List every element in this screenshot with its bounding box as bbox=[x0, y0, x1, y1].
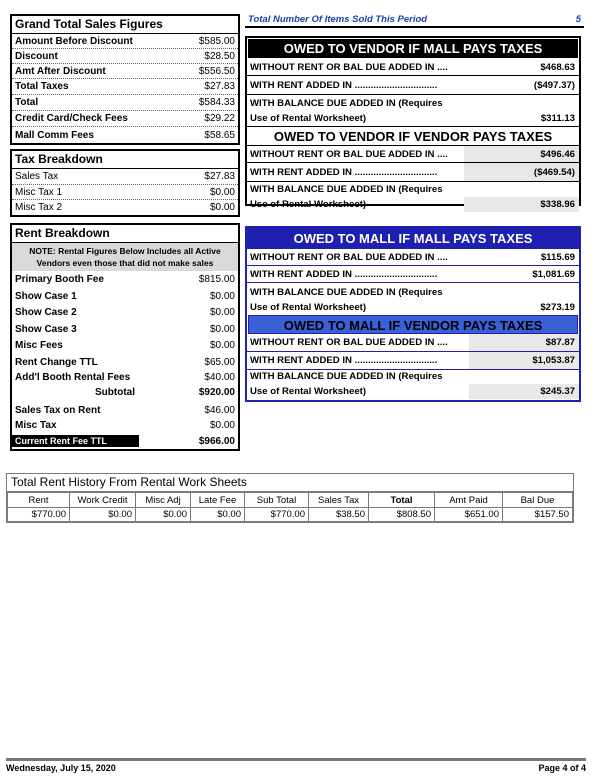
row-value: $1,053.87 bbox=[469, 352, 579, 369]
vendor-mall-rent-row bbox=[247, 76, 579, 95]
rent-label: Show Case 1 bbox=[15, 290, 77, 302]
rent-row-subtotal bbox=[12, 385, 238, 400]
grand-total-rows bbox=[12, 34, 238, 143]
cell-value: $157.50 bbox=[503, 508, 573, 522]
tax-value: $0.00 bbox=[209, 186, 235, 198]
row-value: $496.46 bbox=[464, 146, 579, 162]
col-header: Bal Due bbox=[503, 493, 573, 508]
gt-value: $27.83 bbox=[204, 81, 235, 92]
gt-label: Discount bbox=[15, 50, 58, 62]
cell-value: $0.00 bbox=[191, 508, 245, 522]
rent-label: Sales Tax on Rent bbox=[15, 404, 101, 416]
col-header: Sales Tax bbox=[309, 493, 369, 508]
gt-value: $585.00 bbox=[198, 35, 235, 47]
col-header: Total bbox=[369, 493, 435, 508]
rent-label: Misc Tax bbox=[15, 420, 57, 431]
rent-value: $815.00 bbox=[198, 274, 235, 285]
footer bbox=[6, 758, 586, 772]
gt-label: Amount Before Discount bbox=[15, 35, 133, 47]
vendor-vendor-without-row bbox=[247, 146, 579, 163]
rent-label: Rent Change TTL bbox=[15, 356, 98, 368]
rent-breakdown-box bbox=[10, 223, 240, 451]
gt-label: Amt After Discount bbox=[15, 65, 106, 77]
vendor-vendor-rent-row bbox=[247, 163, 579, 182]
row-label bbox=[247, 96, 443, 126]
col-header: Sub Total bbox=[245, 493, 309, 508]
rent-note: NOTE: Rental Figures Below Includes all Active Vendors even those that did not make sales bbox=[12, 243, 238, 271]
row-value: $311.13 bbox=[540, 113, 575, 124]
row-value: ($497.37) bbox=[533, 80, 575, 91]
gt-row-mall-comm bbox=[12, 127, 238, 143]
col-header: Rent bbox=[8, 493, 70, 508]
rent-row-current bbox=[12, 433, 238, 449]
balance-line-1: WITH BALANCE DUE ADDED IN (Requires bbox=[250, 287, 443, 298]
grand-total-title: Grand Total Sales Figures bbox=[12, 16, 238, 34]
gt-row-discount bbox=[12, 49, 238, 64]
gt-value: $29.22 bbox=[204, 113, 235, 124]
rent-value: $46.00 bbox=[204, 404, 235, 416]
gt-row-amount-before bbox=[12, 34, 238, 49]
rent-rows bbox=[12, 271, 238, 449]
col-header: Misc Adj bbox=[136, 493, 191, 508]
items-sold-value: 5 bbox=[575, 14, 581, 25]
balance-line-2: Use of Rental Worksheet) bbox=[250, 302, 367, 313]
row-label: WITHOUT RENT OR BAL DUE ADDED IN .... bbox=[250, 337, 448, 348]
row-label bbox=[247, 182, 443, 212]
row-label: WITH RENT ADDED IN ............................... bbox=[250, 269, 438, 280]
gt-value: $28.50 bbox=[204, 50, 235, 62]
tax-label: Misc Tax 2 bbox=[15, 202, 63, 213]
row-value: ($469.54) bbox=[464, 163, 579, 181]
tax-row-misc2 bbox=[12, 200, 238, 215]
cell-value: $770.00 bbox=[8, 508, 70, 522]
gt-label: Total bbox=[15, 97, 39, 108]
balance-line-2: Use of Rental Worksheet) bbox=[250, 386, 367, 397]
cell-value: $0.00 bbox=[136, 508, 191, 522]
vendor-vendor-pays-title: OWED TO VENDOR IF VENDOR PAYS TAXES bbox=[247, 127, 579, 146]
mall-vendor-pays-title: OWED TO MALL IF VENDOR PAYS TAXES bbox=[248, 315, 578, 334]
rent-row-change-ttl bbox=[12, 354, 238, 370]
rent-history-title: Total Rent History From Rental Work Sheets bbox=[7, 474, 573, 492]
row-value: $273.19 bbox=[540, 302, 575, 313]
rent-row-misc-fees bbox=[12, 337, 238, 354]
vendor-mall-without-row bbox=[247, 59, 579, 76]
row-label: WITHOUT RENT OR BAL DUE ADDED IN .... bbox=[250, 252, 448, 263]
gt-value: $556.50 bbox=[198, 65, 235, 77]
items-sold-label: Total Number Of Items Sold This Period bbox=[248, 14, 428, 25]
col-header: Work Credit bbox=[70, 493, 136, 508]
mall-vendor-without-row bbox=[247, 334, 579, 352]
tax-breakdown-title: Tax Breakdown bbox=[12, 151, 238, 169]
row-label: WITH RENT ADDED IN ............................... bbox=[250, 80, 438, 91]
row-value: $87.87 bbox=[469, 334, 579, 351]
rent-value: $0.00 bbox=[209, 340, 235, 351]
rent-history-header-row bbox=[8, 493, 573, 508]
rent-label: Show Case 3 bbox=[15, 323, 77, 335]
gt-label: Mall Comm Fees bbox=[15, 129, 94, 141]
row-value: $245.37 bbox=[469, 384, 579, 399]
rent-value: $0.00 bbox=[209, 307, 235, 318]
gt-row-total bbox=[12, 95, 238, 111]
rent-label: Misc Fees bbox=[15, 340, 63, 351]
rent-row-addl-booth bbox=[12, 370, 238, 385]
tax-value: $27.83 bbox=[204, 171, 235, 182]
mall-vendor-balance-row bbox=[247, 370, 579, 399]
balance-line-1: WITH BALANCE DUE ADDED IN (Requires bbox=[250, 184, 443, 195]
cell-value: $38.50 bbox=[309, 508, 369, 522]
vendor-mall-balance-row bbox=[247, 95, 579, 127]
rent-value: $0.00 bbox=[209, 420, 235, 431]
row-value: $1,081.69 bbox=[532, 269, 575, 280]
col-header: Late Fee bbox=[191, 493, 245, 508]
row-label bbox=[247, 369, 443, 399]
gt-row-after-discount bbox=[12, 64, 238, 79]
rent-value: $0.00 bbox=[209, 323, 235, 335]
rent-value: $0.00 bbox=[209, 290, 235, 302]
row-label bbox=[247, 285, 443, 315]
rent-subtotal-value: $920.00 bbox=[198, 387, 235, 398]
vendor-owed-panel bbox=[245, 36, 581, 210]
rent-row-sales-tax bbox=[12, 402, 238, 418]
mall-mall-rent-row bbox=[247, 266, 579, 283]
balance-line-2: Use of Rental Worksheet) bbox=[250, 113, 367, 124]
gt-label: Total Taxes bbox=[15, 81, 69, 92]
grand-total-box bbox=[10, 14, 240, 145]
footer-date: Wednesday, July 15, 2020 bbox=[6, 763, 116, 773]
rent-subtotal-label: Subtotal bbox=[95, 387, 135, 398]
row-label: WITHOUT RENT OR BAL DUE ADDED IN .... bbox=[250, 62, 448, 73]
rent-row-showcase1 bbox=[12, 288, 238, 304]
row-value: $468.63 bbox=[540, 62, 575, 73]
rent-history-value-row bbox=[8, 508, 573, 522]
gt-row-cc-fees bbox=[12, 111, 238, 127]
tax-label: Sales Tax bbox=[15, 171, 59, 182]
row-value: $115.69 bbox=[540, 252, 575, 263]
mall-mall-pays-title: OWED TO MALL IF MALL PAYS TAXES bbox=[247, 228, 579, 249]
balance-line-1: WITH BALANCE DUE ADDED IN (Requires bbox=[250, 98, 443, 109]
gt-value: $58.65 bbox=[204, 129, 235, 141]
cell-value: $651.00 bbox=[435, 508, 503, 522]
rent-history-table bbox=[7, 492, 573, 522]
mall-mall-without-row bbox=[247, 249, 579, 266]
rent-label: Add'l Booth Rental Fees bbox=[15, 372, 131, 383]
vendor-vendor-balance-row bbox=[247, 182, 579, 212]
row-label: WITHOUT RENT OR BAL DUE ADDED IN .... bbox=[250, 149, 448, 160]
rent-value: $65.00 bbox=[204, 356, 235, 368]
rent-history-box bbox=[6, 473, 574, 523]
rent-value: $40.00 bbox=[204, 372, 235, 383]
rent-row-misc-tax bbox=[12, 418, 238, 433]
mall-mall-balance-row bbox=[247, 283, 579, 315]
rent-row-primary bbox=[12, 271, 238, 288]
items-sold-line bbox=[245, 14, 584, 28]
tax-value: $0.00 bbox=[209, 202, 235, 213]
row-label: WITH RENT ADDED IN ............................... bbox=[250, 167, 438, 178]
rent-label: Show Case 2 bbox=[15, 307, 77, 318]
cell-value: $0.00 bbox=[70, 508, 136, 522]
rent-row-showcase2 bbox=[12, 304, 238, 321]
tax-breakdown-box bbox=[10, 149, 240, 217]
mall-vendor-rent-row bbox=[247, 352, 579, 370]
rent-label: Primary Booth Fee bbox=[15, 274, 104, 285]
rent-breakdown-title: Rent Breakdown bbox=[12, 225, 238, 243]
row-label: WITH RENT ADDED IN ............................... bbox=[250, 355, 438, 366]
rent-current-label: Current Rent Fee TTL bbox=[12, 435, 139, 447]
vendor-mall-pays-title: OWED TO VENDOR IF MALL PAYS TAXES bbox=[248, 39, 578, 58]
gt-value: $584.33 bbox=[198, 97, 235, 108]
col-header: Amt Paid bbox=[435, 493, 503, 508]
balance-line-1: WITH BALANCE DUE ADDED IN (Requires bbox=[250, 371, 443, 382]
mall-owed-panel bbox=[245, 226, 581, 402]
row-value: $338.96 bbox=[464, 197, 579, 212]
cell-value: $770.00 bbox=[245, 508, 309, 522]
gt-label: Credit Card/Check Fees bbox=[15, 113, 128, 124]
footer-page: Page 4 of 4 bbox=[538, 763, 586, 773]
cell-value: $808.50 bbox=[369, 508, 435, 522]
rent-current-value: $966.00 bbox=[198, 435, 235, 447]
tax-row-misc1 bbox=[12, 185, 238, 200]
tax-label: Misc Tax 1 bbox=[15, 186, 63, 198]
gt-row-total-taxes bbox=[12, 79, 238, 95]
rent-row-showcase3 bbox=[12, 321, 238, 337]
tax-row-sales bbox=[12, 169, 238, 185]
balance-line-2: Use of Rental Worksheet) bbox=[250, 199, 367, 210]
